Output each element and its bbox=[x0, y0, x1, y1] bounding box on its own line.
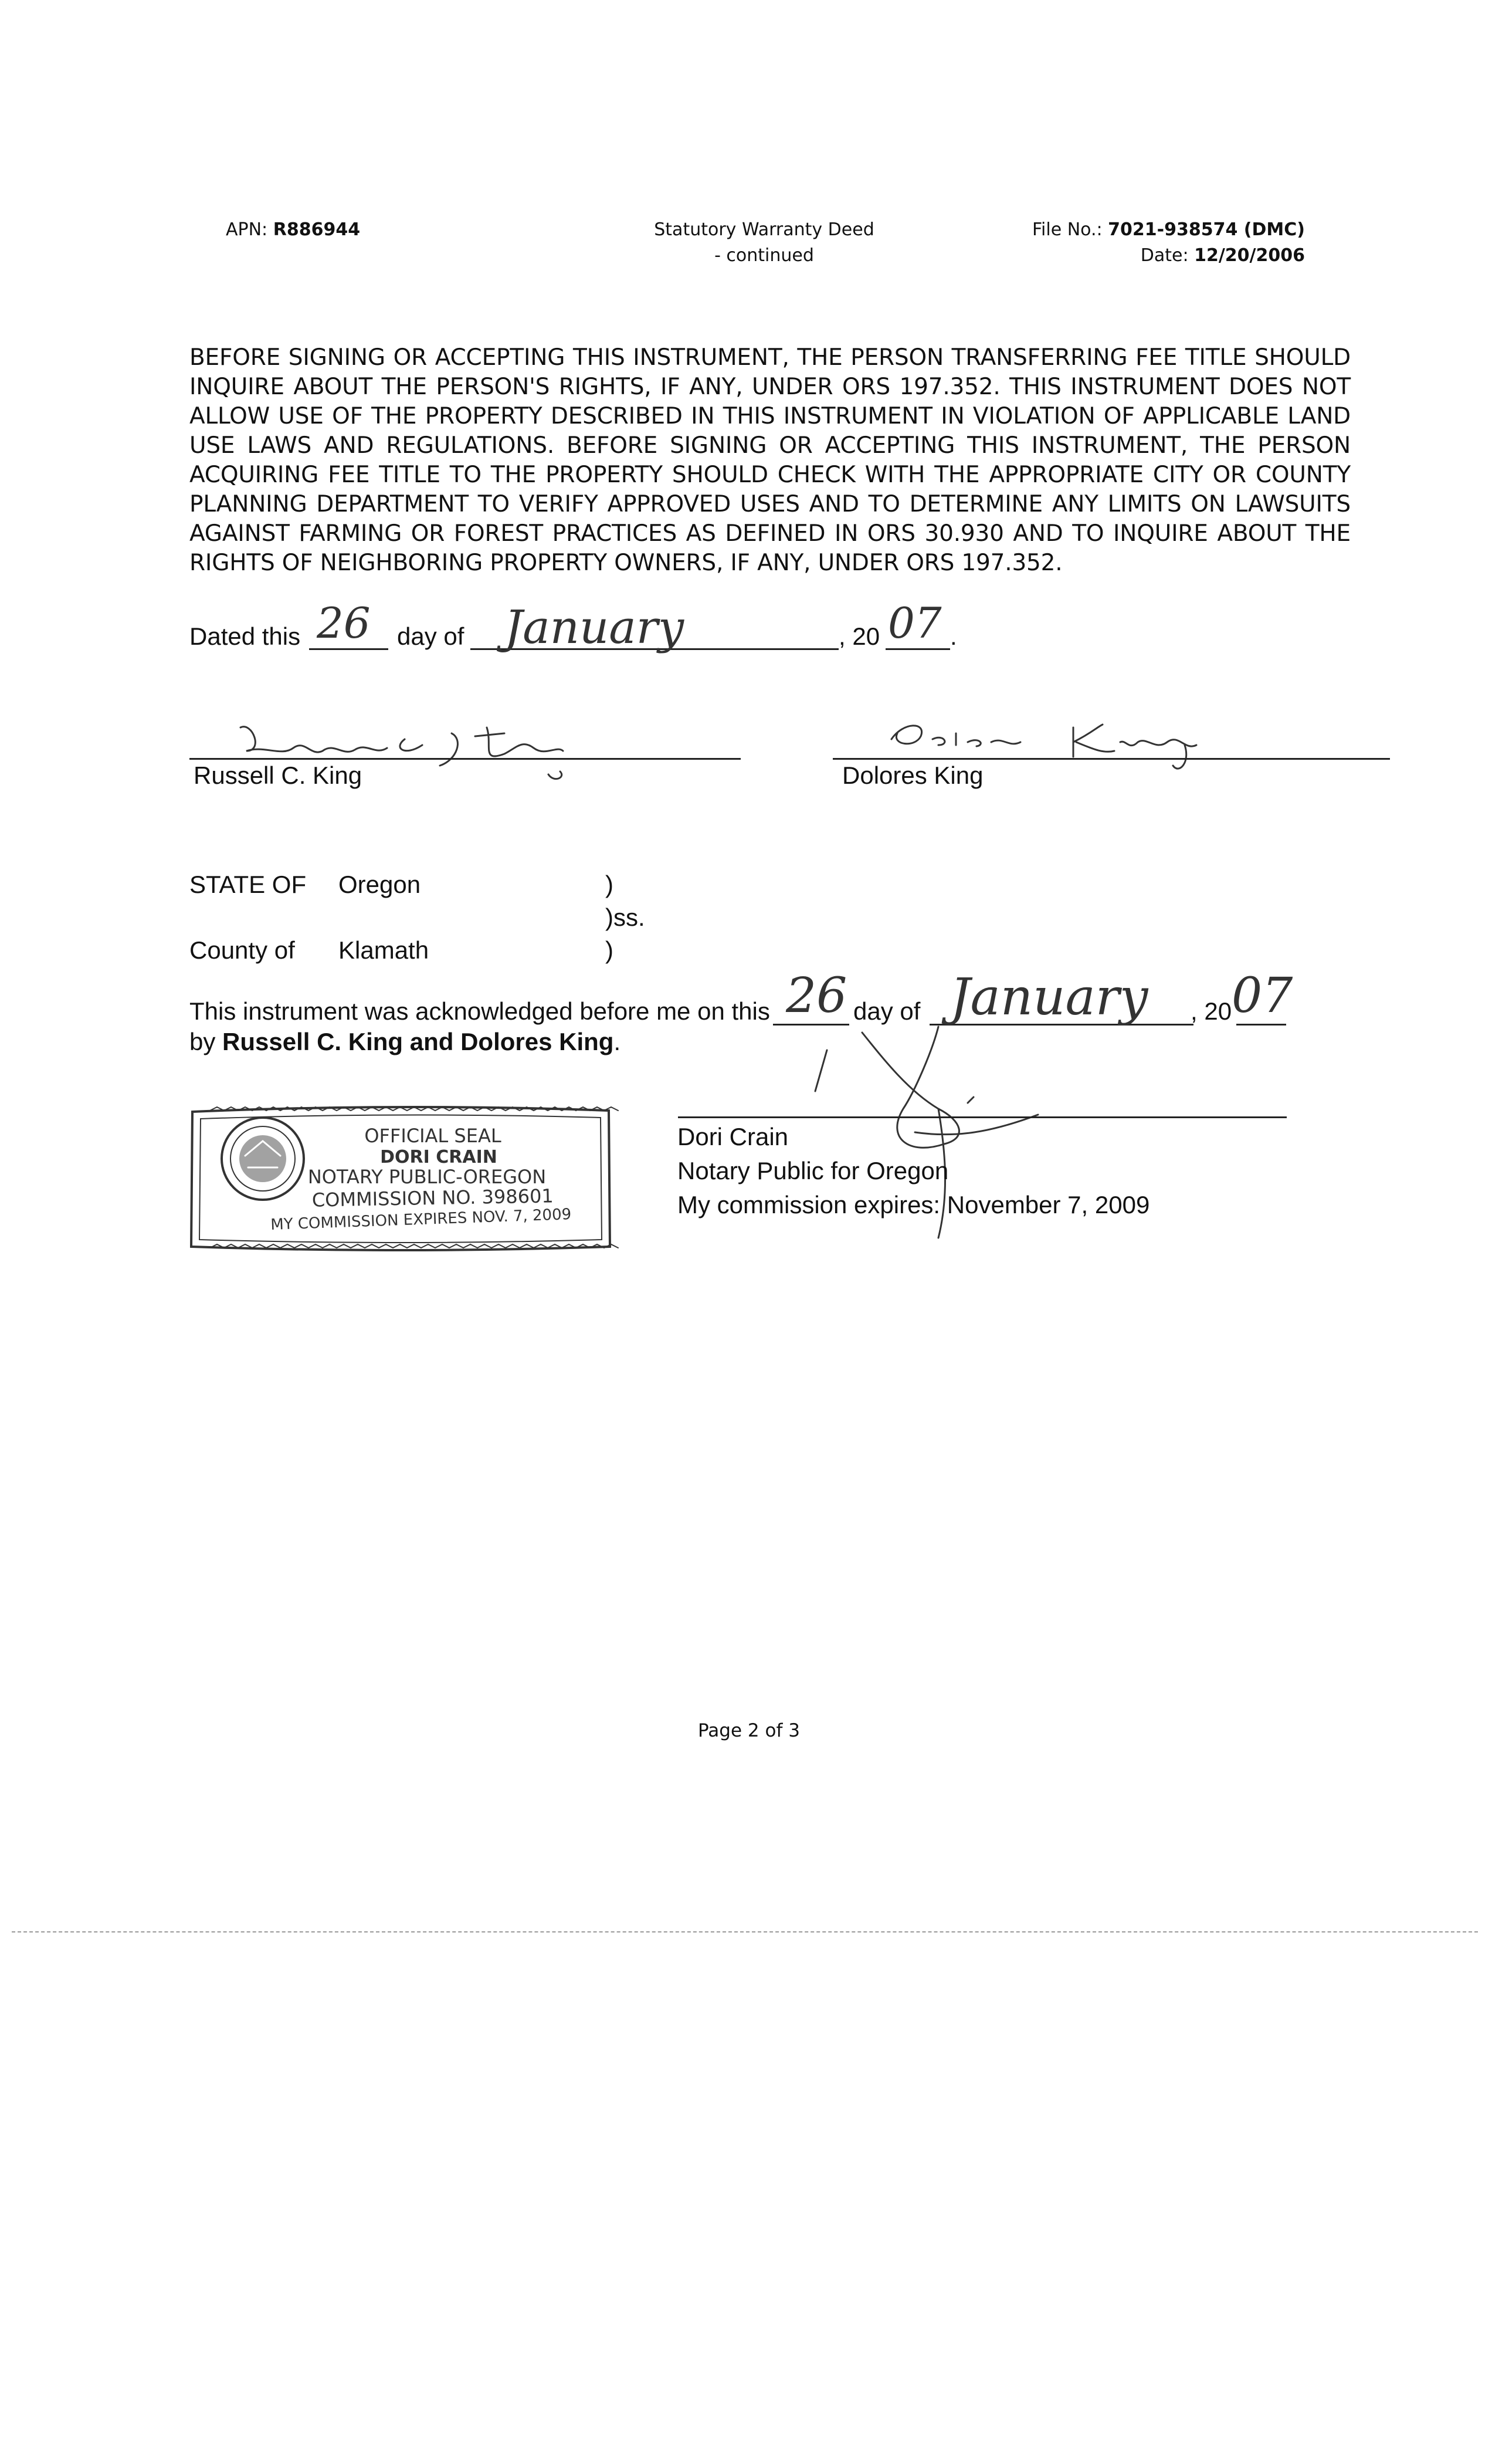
document-title: Statutory Warranty Deed bbox=[654, 219, 874, 240]
notary-name: Dori Crain bbox=[677, 1123, 789, 1150]
statutory-warning-paragraph bbox=[189, 343, 1351, 578]
scan-edge-line bbox=[12, 1931, 1478, 1932]
venue-paren-1: ) bbox=[605, 871, 613, 898]
ack-year-prefix: , 20 bbox=[1191, 997, 1232, 1025]
ack-day-of-label: day of bbox=[853, 997, 921, 1025]
page-number bbox=[698, 1720, 800, 1741]
page-of-label: of bbox=[765, 1720, 783, 1741]
signer-name-right: Dolores King bbox=[842, 761, 984, 789]
warning-line: BEFORE SIGNING OR ACCEPTING THIS INSTRUMENT, THE PERSON TRANSFERRING FEE TITLE SHOULD bbox=[189, 344, 1351, 371]
venue-paren-3: ) bbox=[605, 936, 613, 964]
warning-line: RIGHTS OF NEIGHBORING PROPERTY OWNERS, IF ANY, UNDER ORS 197.352. bbox=[189, 550, 1063, 576]
acknowledgment-line1: This instrument was acknowledged before me on this bbox=[189, 997, 770, 1025]
dated-year-handwritten: 07 bbox=[888, 598, 942, 648]
ack-month-handwritten: January bbox=[950, 968, 1148, 1027]
ack-day-handwritten: 26 bbox=[786, 968, 847, 1024]
apn-value: R886944 bbox=[273, 219, 361, 240]
document-subtitle: - continued bbox=[714, 245, 814, 266]
page-current: 2 bbox=[747, 1720, 759, 1741]
file-date-value: 12/20/2006 bbox=[1194, 245, 1305, 266]
dated-day-handwritten: 26 bbox=[317, 598, 371, 648]
state-label: STATE OF bbox=[189, 871, 307, 898]
dated-year-prefix: , 20 bbox=[839, 622, 880, 650]
page-total: 3 bbox=[788, 1720, 800, 1741]
seal-line-official-seal: OFFICIAL SEAL bbox=[364, 1125, 501, 1147]
document-title-block bbox=[588, 217, 940, 269]
warning-line: ACQUIRING FEE TITLE TO THE PROPERTY SHOULD CHECK WITH THE APPROPRIATE CITY OR COUNTY bbox=[189, 462, 1351, 488]
seal-line-expires: MY COMMISSION EXPIRES NOV. 7, 2009 bbox=[270, 1206, 572, 1234]
warning-line: PLANNING DEPARTMENT TO VERIFY APPROVED USES AND TO DETERMINE ANY LIMITS ON LAWSUITS bbox=[189, 491, 1351, 517]
ack-by-suffix: . bbox=[613, 1028, 621, 1055]
apn-header bbox=[226, 217, 360, 243]
apn-label: APN: bbox=[226, 219, 268, 240]
ack-by-label: by bbox=[189, 1028, 216, 1055]
warning-line: ALLOW USE OF THE PROPERTY DESCRIBED IN THIS INSTRUMENT IN VIOLATION OF APPLICABLE LAND bbox=[189, 403, 1351, 429]
county-label: County of bbox=[189, 936, 295, 964]
file-number-label: File No.: bbox=[1032, 219, 1103, 240]
notary-signature-line bbox=[678, 1116, 1287, 1118]
dated-month-handwritten: January bbox=[504, 601, 684, 654]
signer-name-left: Russell C. King bbox=[194, 761, 362, 789]
acknowledgment-line2 bbox=[189, 1025, 620, 1058]
warning-line: AGAINST FARMING OR FOREST PRACTICES AS DEFINED IN ORS 30.930 AND TO INQUIRE ABOUT THE bbox=[189, 520, 1351, 547]
dated-prefix: Dated this bbox=[189, 622, 301, 650]
file-date bbox=[894, 243, 1305, 269]
seal-line-name: DORI CRAIN bbox=[380, 1147, 497, 1167]
venue-ss: )ss. bbox=[605, 903, 645, 931]
warning-line: USE LAWS AND REGULATIONS. BEFORE SIGNING OR ACCEPTING THIS INSTRUMENT, THE PERSON bbox=[189, 432, 1351, 459]
seal-line-commission: COMMISSION NO. 398601 bbox=[311, 1184, 554, 1211]
ack-by-names: Russell C. King and Dolores King bbox=[222, 1028, 614, 1055]
notary-title: Notary Public for Oregon bbox=[677, 1157, 949, 1184]
dated-day-of-label: day of bbox=[397, 622, 464, 650]
ack-year-blank bbox=[1236, 1024, 1286, 1025]
county-value: Klamath bbox=[338, 936, 429, 964]
seal-line-notary: NOTARY PUBLIC-OREGON bbox=[307, 1166, 547, 1188]
seal-text-block bbox=[186, 1100, 615, 1255]
page-label: Page bbox=[698, 1720, 742, 1741]
dated-suffix: . bbox=[950, 622, 957, 650]
warning-line: INQUIRE ABOUT THE PERSON'S RIGHTS, IF ANY, UNDER ORS 197.352. THIS INSTRUMENT DOES NOT bbox=[189, 374, 1351, 400]
state-value: Oregon bbox=[338, 871, 421, 898]
file-info-block bbox=[894, 217, 1305, 269]
ack-day-blank bbox=[773, 1024, 849, 1025]
file-number-value: 7021-938574 (DMC) bbox=[1108, 219, 1305, 240]
dated-year-blank bbox=[886, 648, 950, 650]
file-number bbox=[894, 217, 1305, 243]
dated-day-blank bbox=[309, 648, 388, 650]
notary-commission: My commission expires: November 7, 2009 bbox=[677, 1191, 1150, 1219]
ack-year-handwritten: 07 bbox=[1232, 968, 1293, 1024]
file-date-label: Date: bbox=[1140, 245, 1189, 266]
